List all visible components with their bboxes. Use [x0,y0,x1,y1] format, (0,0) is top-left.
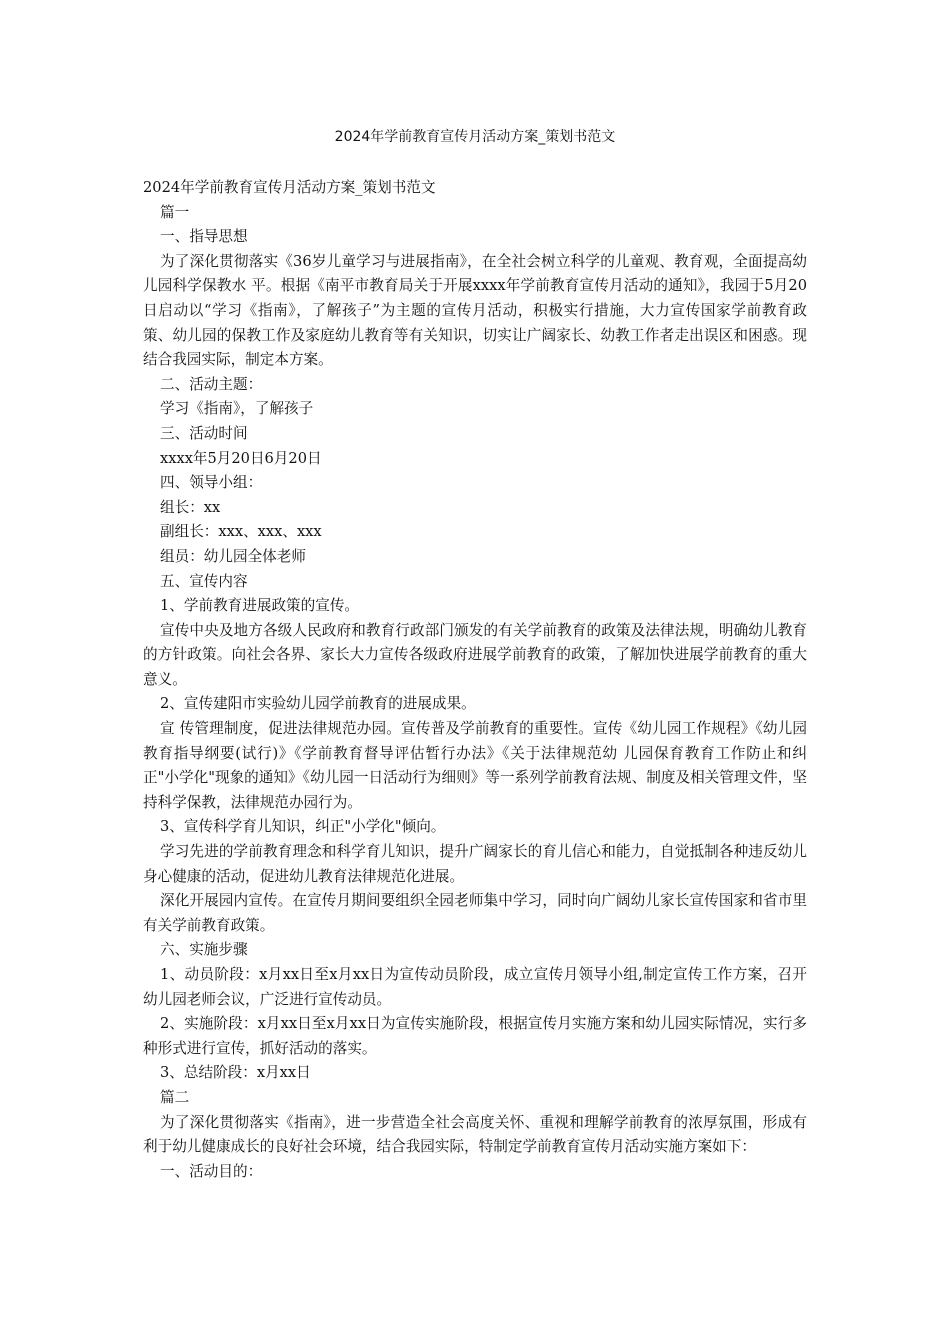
paragraph: 组长：xx [160,498,221,516]
paragraph: 2024年学前教育宣传月活动方案_策划书范文 [143,179,436,196]
paragraph: 二、活动主题： [160,375,263,393]
paragraph: 三、活动时间 [160,424,248,442]
paragraph: 1、动员阶段：x月xx日至x月xx日为宣传动员阶段，成立宣传月领导小组,制定宣传工作方案，召开幼儿园老师会议，广泛进行宣传动员。 [143,966,807,1008]
paragraph: 副组长：xxx、xxx、xxx [160,523,322,541]
paragraph: 2、实施阶段：x月xx日至x月xx日为宣传实施阶段，根据宣传月实施方案和幼儿园实际情况，实行多种形式进行宣传，抓好活动的落实。 [143,1015,807,1057]
paragraph: 学习先进的学前教育理念和科学育儿知识，提升广阔家长的育儿信心和能力，自觉抵制各种违反幼儿身心健康的活动，促进幼儿教育法律规范化进展。 [143,843,807,885]
paragraph: 2、宣传建阳市实验幼儿园学前教育的进展成果。 [160,695,476,713]
paragraph: 学习《指南》，了解孩子 [160,400,314,418]
paragraph: 3、宣传科学育儿知识，纠正"小学化"倾向。 [160,818,446,836]
paragraph: 宣 传管理制度，促进法律规范办园。宣传普及学前教育的重要性。宣传《幼儿园工作规程》《幼儿园教育指导纲要(试行)》《学前教育督导评估暂行办法》《关于法律规范幼 儿园保育教育工作防止和纠正"小学化"现象的通知》《幼儿园一日活动行为细则》等一系列学前教育法规、制度及相关管理文件，坚持科学保教，法律规范办园行为。 [143,720,807,811]
paragraph: 宣传中央及地方各级人民政府和教育行政部门颁发的有关学前教育的政策及法律法规，明确幼儿教育的方针政策。向社会各界、家长大力宣传各级政府进展学前教育的政策，了解加快进展学前教育的重大意义。 [143,621,807,688]
document-body [143,176,807,1184]
paragraph: 六、实施步骤 [160,941,248,959]
paragraph: 3、总结阶段：x月xx日 [160,1064,311,1082]
paragraph: 为了深化贯彻落实《36岁儿童学习与进展指南》，在全社会树立科学的儿童观、教育观，全面提高幼儿园科学保教水 平。根据《南平市教育局关于开展xxxx年学前教育宣传月活动的通知》，我园于5月20日启动以“学习《指南》，了解孩子”为主题的宣传月活动，积极实行措施，大力宣传国家学前教育政策、幼儿园的保教工作及家庭幼儿教育等有关知识，切实让广阔家长、幼教工作者走出误区和困惑。现结合我园实际，制定本方案。 [143,252,807,369]
paragraph: 组员：幼儿园全体老师 [160,547,306,565]
paragraph: 1、学前教育进展政策的宣传。 [160,597,360,615]
paragraph: 五、宣传内容 [160,572,248,590]
paragraph: 篇一 [160,203,190,221]
paragraph: 一、指导思想 [160,228,248,246]
paragraph: 一、活动目的： [160,1162,263,1180]
paragraph: 深化开展园内宣传。在宣传月期间要组织全园老师集中学习，同时向广阔幼儿家长宣传国家和省市里有关学前教育政策。 [143,892,807,934]
document-title: 2024年学前教育宣传月活动方案_策划书范文 [334,129,616,145]
paragraph: xxxx年5月20日6月20日 [160,449,322,467]
paragraph: 篇二 [160,1088,190,1106]
paragraph: 为了深化贯彻落实《指南》，进一步营造全社会高度关怀、重视和理解学前教育的浓厚氛围，形成有利于幼儿健康成长的良好社会环境，结合我园实际，特制定学前教育宣传月活动实施方案如下： [143,1113,807,1156]
paragraph: 四、领导小组： [160,474,263,492]
